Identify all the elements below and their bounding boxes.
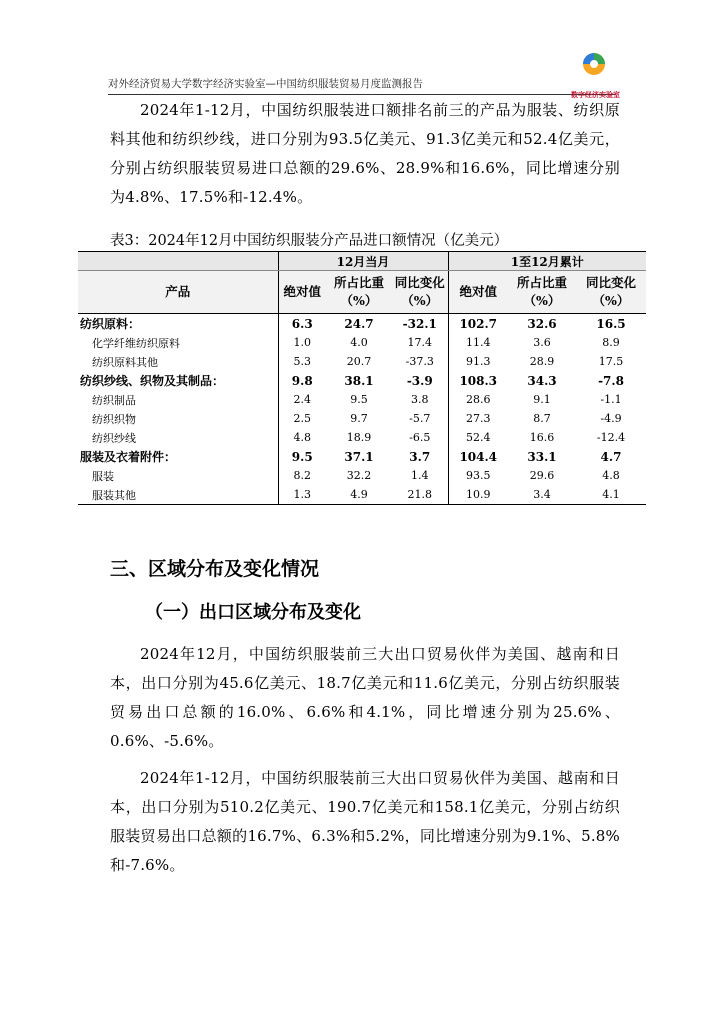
table-row <box>78 466 646 485</box>
group-header-month: 12月当月 <box>278 252 448 271</box>
value-cell-y-abs: 10.9 <box>448 485 508 505</box>
value-cell-y-yoy: 4.7 <box>600 449 622 464</box>
value-cell-y-abs: 93.5 <box>466 469 491 482</box>
value-cell-m-abs: 2.4 <box>293 393 311 406</box>
page-header <box>108 72 620 99</box>
value-cell-m-yoy: -3.9 <box>392 371 448 390</box>
product-name-cell: 服装及衣着附件： <box>78 447 278 466</box>
value-cell-y-abs: 108.3 <box>459 373 498 388</box>
col-header-ytd-share: 所占比重 （%） <box>508 271 576 314</box>
col-header-month-yoy: 同比变化 （%） <box>392 271 448 314</box>
value-cell-m-abs: 6.3 <box>291 316 313 331</box>
col-header-ytd-yoy: 同比变化 （%） <box>576 271 646 314</box>
value-cell-m-share: 20.7 <box>346 355 372 368</box>
value-cell-y-share: 8.7 <box>533 412 551 425</box>
value-cell-y-share: 33.1 <box>527 449 557 464</box>
product-name-cell: 纺织织物 <box>78 409 278 428</box>
value-cell-y-yoy: -4.9 <box>600 412 622 425</box>
product-name-cell: 服装 <box>78 466 278 485</box>
table-row <box>78 390 646 409</box>
lab-logo-icon <box>572 50 616 94</box>
import-by-product-table <box>78 251 646 505</box>
header-text: 对外经济贸易大学数字经济实验室—中国纺织服装贸易月度监测报告 <box>108 78 423 90</box>
value-cell-y-share: 3.4 <box>508 485 576 505</box>
value-cell-y-abs: 28.6 <box>466 393 491 406</box>
value-cell-m-abs: 2.5 <box>293 412 311 425</box>
value-cell-m-yoy: -5.7 <box>392 409 448 428</box>
value-cell-y-share: 28.9 <box>529 355 555 368</box>
value-cell-m-yoy: 3.8 <box>392 390 448 409</box>
value-cell-m-yoy: 3.7 <box>392 447 448 466</box>
value-cell-y-yoy: 8.9 <box>602 336 620 349</box>
value-cell-m-share: 9.7 <box>350 412 368 425</box>
value-cell-y-yoy: -1.1 <box>600 393 622 406</box>
value-cell-y-yoy: 4.8 <box>602 469 620 482</box>
value-cell-y-yoy: 16.5 <box>596 316 626 331</box>
value-cell-m-share: 18.9 <box>346 431 372 444</box>
value-cell-m-abs: 9.8 <box>291 373 313 388</box>
value-cell-y-yoy: 4.1 <box>576 485 646 505</box>
product-name-cell: 服装其他 <box>78 485 278 505</box>
product-name-cell: 纺织原料： <box>78 314 278 334</box>
product-name-cell: 化学纤维纺织原料 <box>78 333 278 352</box>
table-caption: 表3：2024年12月中国纺织服装分产品进口额情况（亿美元） <box>110 233 509 249</box>
product-header: 产品 <box>78 271 278 314</box>
col-header-month-abs: 绝对值 <box>278 271 326 314</box>
product-name-cell: 纺织纱线 <box>78 428 278 447</box>
value-cell-y-share: 34.3 <box>527 373 557 388</box>
table-body <box>78 314 646 505</box>
value-cell-m-share: 9.5 <box>350 393 368 406</box>
paragraph-export-annual: 2024年1-12月，中国纺织服装前三大出口贸易伙伴为美国、越南和日本，出口分别为510.2亿美元、190.7亿美元和158.1亿美元，分别占纺织服装贸易出口总额的16.7%、6.3%和5.2%，同比增速分别为9.1%、5.8%和-7.6%。 <box>110 769 620 874</box>
value-cell-y-share: 29.6 <box>529 469 555 482</box>
col-header-ytd-abs: 绝对值 <box>448 271 508 314</box>
table-row <box>78 333 646 352</box>
table-row <box>78 371 646 390</box>
value-cell-m-yoy: 21.8 <box>392 485 448 505</box>
value-cell-m-abs: 5.3 <box>293 355 311 368</box>
value-cell-y-abs: 102.7 <box>459 316 498 331</box>
value-cell-y-abs: 11.4 <box>466 336 491 349</box>
value-cell-m-share: 37.1 <box>344 449 374 464</box>
value-cell-m-yoy: -32.1 <box>392 314 448 334</box>
paragraph-export-december: 2024年12月，中国纺织服装前三大出口贸易伙伴为美国、越南和日本，出口分别为45.6亿美元、18.7亿美元和11.6亿美元，分别占纺织服装贸易出口总额的16.0%、6.6%和4.1%，同比增速分别为25.6%、0.6%、-5.6%。 <box>110 645 620 750</box>
value-cell-m-share: 4.0 <box>350 336 368 349</box>
value-cell-y-yoy: 17.5 <box>598 355 624 368</box>
value-cell-y-share: 3.6 <box>533 336 551 349</box>
subsection-title: （一）出口区域分布及变化 <box>145 602 361 623</box>
value-cell-m-abs: 1.0 <box>293 336 311 349</box>
value-cell-y-abs: 52.4 <box>466 431 491 444</box>
col-header-month-share: 所占比重 （%） <box>326 271 392 314</box>
logo-caption: 数字经济实验室 <box>571 91 620 99</box>
value-cell-m-yoy: -6.5 <box>392 428 448 447</box>
group-header-ytd: 1至12月累计 <box>448 252 646 271</box>
corner-cell <box>78 252 278 271</box>
value-cell-y-yoy: -12.4 <box>596 431 626 444</box>
product-name-cell: 纺织纱线、织物及其制品： <box>78 371 278 390</box>
value-cell-m-yoy: 17.4 <box>392 333 448 352</box>
value-cell-m-abs: 8.2 <box>293 469 311 482</box>
table-row <box>78 428 646 447</box>
value-cell-m-yoy: -37.3 <box>392 352 448 371</box>
value-cell-m-share: 32.2 <box>346 469 372 482</box>
value-cell-m-abs: 4.8 <box>293 431 311 444</box>
value-cell-m-share: 24.7 <box>344 316 374 331</box>
value-cell-y-abs: 104.4 <box>459 449 498 464</box>
paragraph-import-summary: 2024年1-12月，中国纺织服装进口额排名前三的产品为服装、纺织原料其他和纺织纱线，进口分别为93.5亿美元、91.3亿美元和52.4亿美元，分别占纺织服装贸易进口总额的29.6%、28.9%和16.6%，同比增速分别为4.8%、17.5%和-12.4%。 <box>110 101 620 206</box>
value-cell-y-abs: 27.3 <box>466 412 491 425</box>
value-cell-m-abs: 1.3 <box>278 485 326 505</box>
value-cell-y-share: 16.6 <box>529 431 555 444</box>
value-cell-y-abs: 91.3 <box>466 355 491 368</box>
section-title: 三、区域分布及变化情况 <box>110 558 320 580</box>
table-row <box>78 447 646 466</box>
value-cell-m-share: 4.9 <box>326 485 392 505</box>
value-cell-m-share: 38.1 <box>344 373 374 388</box>
table-row <box>78 485 646 505</box>
value-cell-y-share: 32.6 <box>527 316 557 331</box>
table-row <box>78 409 646 428</box>
value-cell-y-yoy: -7.8 <box>598 373 624 388</box>
value-cell-m-abs: 9.5 <box>291 449 313 464</box>
table-row <box>78 352 646 371</box>
table-row <box>78 314 646 334</box>
product-name-cell: 纺织制品 <box>78 390 278 409</box>
value-cell-m-yoy: 1.4 <box>392 466 448 485</box>
value-cell-y-share: 9.1 <box>533 393 551 406</box>
product-name-cell: 纺织原料其他 <box>78 352 278 371</box>
